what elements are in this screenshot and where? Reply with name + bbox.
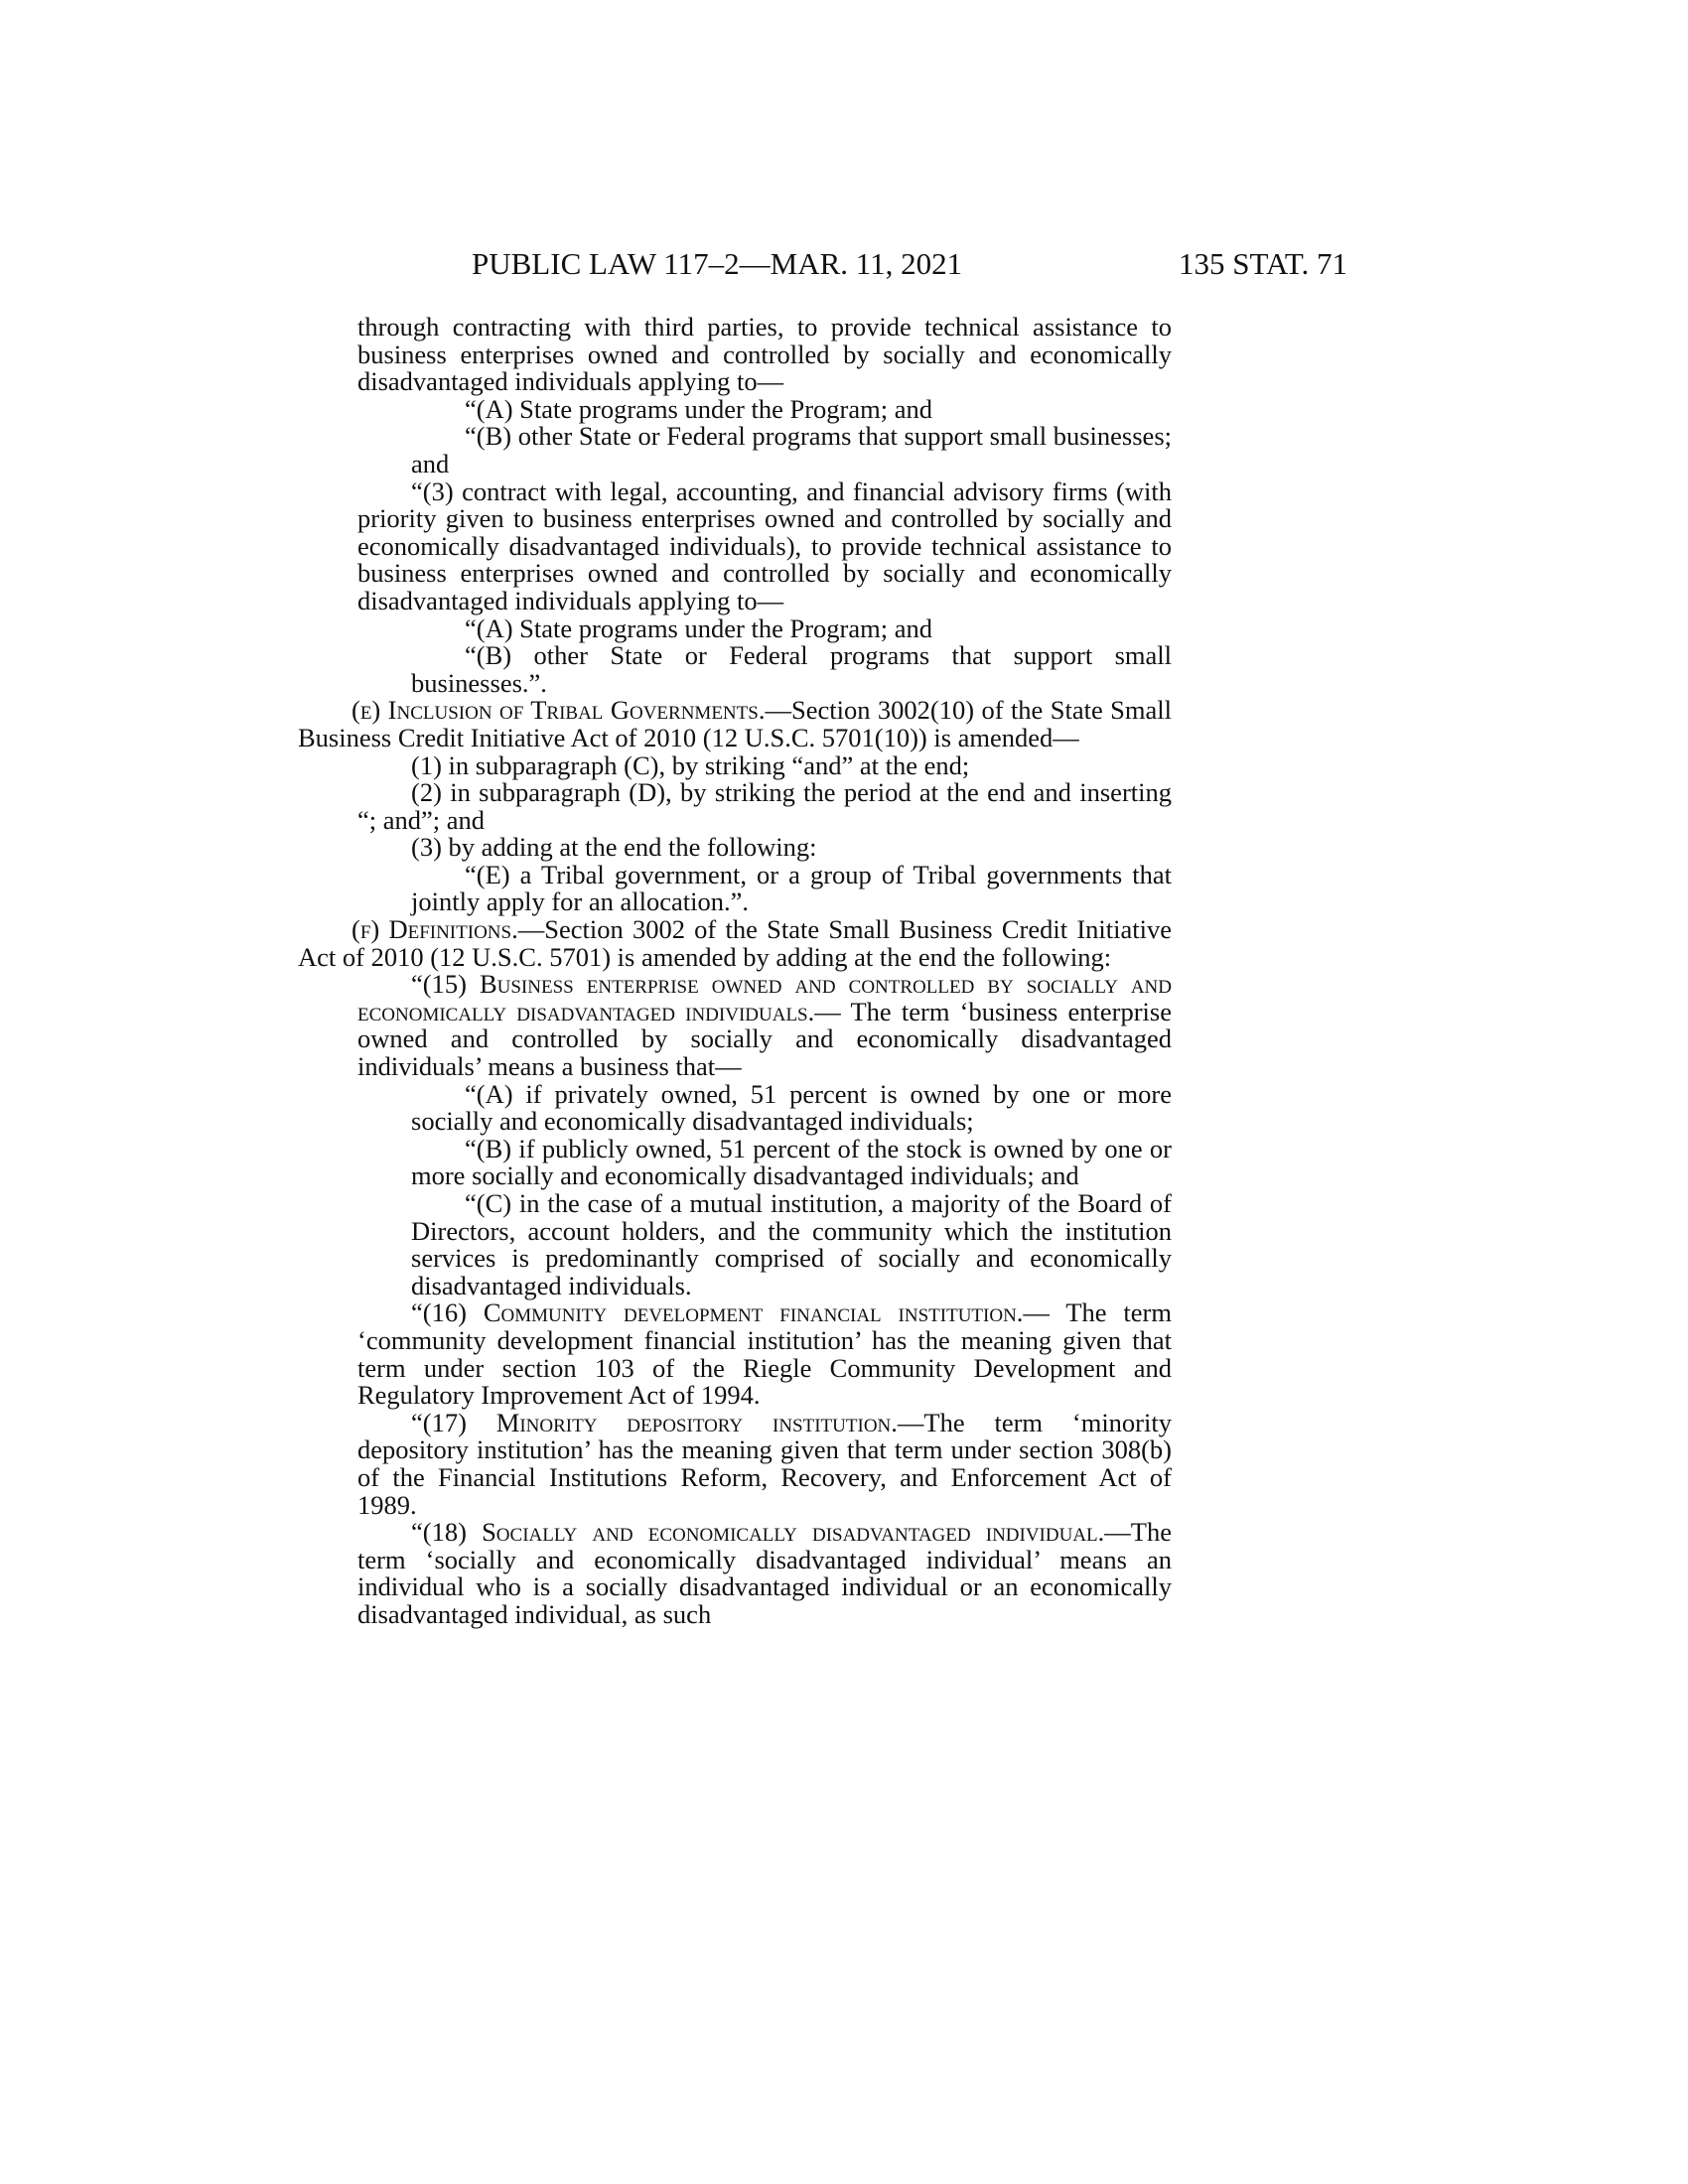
definition-number: “(18) [411, 1517, 483, 1548]
definition-heading: Socially and economically disadvantaged individual. [482, 1517, 1105, 1548]
definition-text: —The term ‘socially and economically disadvantaged individual’ means an individual who is a socially disadvantaged individual or an economically disadvantaged individual, as such [357, 1517, 1172, 1629]
page-number: 135 STAT. 71 [1179, 246, 1348, 281]
text-paragraph: “(A) if privately owned, 51 percent is owned by one or more socially and economically disadvantaged individuals; [411, 1078, 1172, 1137]
definition-number: “(15) [411, 969, 480, 1000]
definition-text: — The term ‘community development financial institution’ has the meaning given that term under section 103 of the Riegle Community Development and Regulatory Improvement Act of 1994. [357, 1297, 1172, 1411]
page-body [298, 314, 1172, 1629]
subsection-heading: (f) Definitions. [352, 914, 518, 945]
text-paragraph: “(B) other State or Federal programs that support small businesses.”. [411, 640, 1172, 698]
definition-number: “(17) [411, 1407, 496, 1437]
running-head [0, 244, 1688, 284]
definition-paragraph [298, 1519, 1172, 1628]
definition-heading: Business enterprise owned and controlled by socially and economically disadvantaged individuals. [357, 969, 1172, 1026]
subsection-paragraph [298, 697, 1172, 751]
text-paragraph: “(B) other State or Federal programs that support small businesses; and [411, 421, 1172, 478]
subsection-paragraph [298, 916, 1172, 971]
text-paragraph: (1) in subparagraph (C), by striking “and” at the end; [411, 750, 970, 780]
definition-paragraph [298, 1299, 1172, 1409]
text-paragraph: “(C) in the case of a mutual institution, a majority of the Board of Directors, account holders, and the community which the institution services is predominantly comprised of socially and economically disadvantaged individuals. [411, 1188, 1172, 1300]
definition-number: “(16) [411, 1297, 484, 1328]
text-paragraph: (2) in subparagraph (D), by striking the period at the end and inserting “; and”; and [357, 777, 1172, 835]
text-paragraph: “(3) contract with legal, accounting, and financial advisory firms (with priority given to business enterprises owned and controlled by socially and economically disadvantaged individuals), to provide technical assistance to business enterprises owned and controlled by socially and economically disadvantaged individuals applying to— [357, 476, 1172, 615]
subsection-text: —Section 3002(10) of the State Small Business Credit Initiative Act of 2010 (12 U.S.C. 5701(10)) is amended— [298, 695, 1172, 752]
definition-text: —The term ‘minority depository institution’ has the meaning given that term under section 308(b) of the Financial Institutions Reform, Recovery, and Enforcement Act of 1989. [357, 1407, 1172, 1520]
subsection-heading: (e) Inclusion of Tribal Governments. [352, 695, 766, 726]
text-paragraph: “(A) State programs under the Program; and [465, 613, 932, 643]
running-head-title: PUBLIC LAW 117–2—MAR. 11, 2021 [472, 246, 963, 281]
text-paragraph: “(A) State programs under the Program; and [465, 393, 932, 424]
definition-paragraph [298, 971, 1172, 1080]
text-paragraph: “(E) a Tribal government, or a group of Tribal governments that jointly apply for an allocation.”. [411, 859, 1172, 917]
text-paragraph: through contracting with third parties, to provide technical assistance to business enterprises owned and controlled by socially and economically disadvantaged individuals applying to— [357, 312, 1172, 397]
definition-heading: Community development financial institution. [483, 1297, 1024, 1328]
text-paragraph: “(B) if publicly owned, 51 percent of the stock is owned by one or more socially and economically disadvantaged individuals; and [411, 1133, 1172, 1191]
definition-paragraph [298, 1407, 1172, 1520]
subsection-text: —Section 3002 of the State Small Business Credit Initiative Act of 2010 (12 U.S.C. 5701) is amended by adding at the end the following: [298, 914, 1172, 972]
text-paragraph: (3) by adding at the end the following: [411, 832, 817, 863]
definition-text: — The term ‘business enterprise owned and controlled by socially and economically disadvantaged individuals’ means a business that— [357, 996, 1172, 1082]
definition-heading: Minority depository institution. [495, 1407, 898, 1437]
